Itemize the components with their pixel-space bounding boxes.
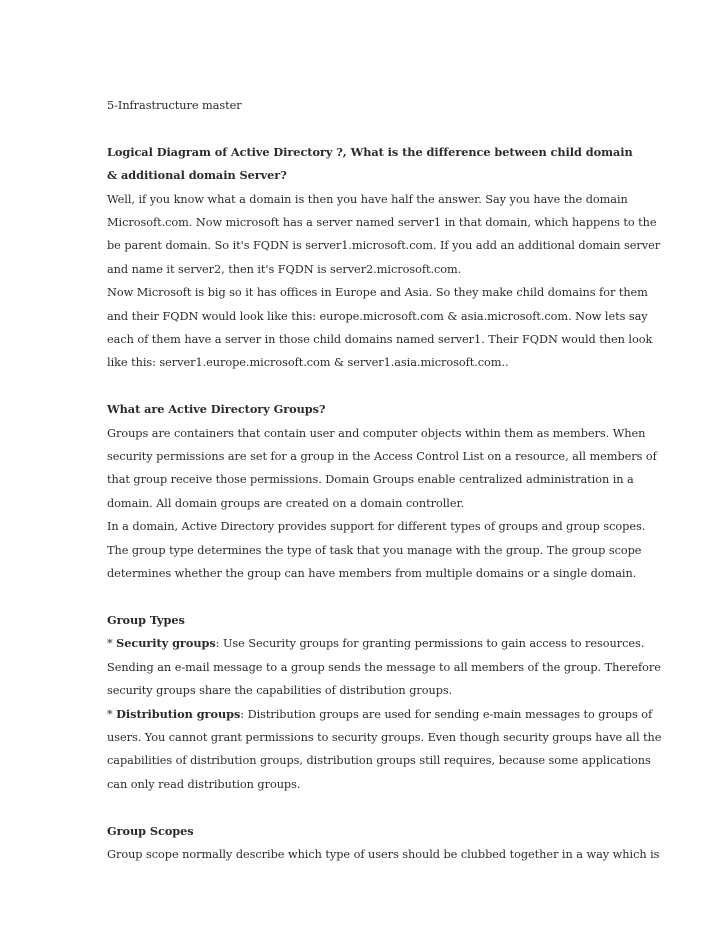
paragraph-line: Groups are containers that contain user and computer objects within them as members. When xyxy=(107,426,646,440)
paragraph-line: each of them have a server in those child domains named server1. Their FQDN would then look xyxy=(107,333,653,347)
paragraph-line: be parent domain. So it's FQDN is server1.microsoft.com. If you add an additional domain server xyxy=(107,239,661,253)
section-heading: Logical Diagram of Active Directory ?, What is the difference between child domain xyxy=(107,144,633,159)
spacer xyxy=(107,375,627,398)
paragraph-line: Now Microsoft is big so it has offices in Europe and Asia. So they make child domains for them xyxy=(107,286,648,300)
paragraph-line: determines whether the group can have members from multiple domains or a single domain. xyxy=(107,567,637,581)
paragraph-line: Sending an e-mail message to a group sends the message to all members of the group. Therefore xyxy=(107,660,661,674)
paragraph-line: like this: server1.europe.microsoft.com & server1.asia.microsoft.com.. xyxy=(107,356,509,370)
paragraph-text: : Use Security groups for granting permissions to gain access to resources. xyxy=(215,637,645,651)
document-page xyxy=(107,94,662,866)
paragraph-line: and their FQDN would look like this: europe.microsoft.com & asia.microsoft.com. Now lets say xyxy=(107,309,648,323)
intro-line: 5-Infrastructure master xyxy=(107,99,242,112)
paragraph-line: domain. All domain groups are created on a domain controller. xyxy=(107,496,465,510)
paragraph-line: that group receive those permissions. Domain Groups enable centralized administration in a xyxy=(107,473,634,487)
paragraph-line: capabilities of distribution groups, distribution groups still requires, because some applications xyxy=(107,754,651,768)
paragraph-line: Well, if you know what a domain is then you have half the answer. Say you have the domain xyxy=(107,192,628,206)
bullet-prefix: * xyxy=(107,707,117,721)
section-heading: Group Types xyxy=(107,612,185,627)
list-item-security-groups xyxy=(107,632,645,655)
paragraph-line: Microsoft.com. Now microsoft has a server named server1 in that domain, which happens to the xyxy=(107,216,657,230)
paragraph-line: security groups share the capabilities of distribution groups. xyxy=(107,684,453,698)
section-heading: & additional domain Server? xyxy=(107,168,287,183)
paragraph-line: can only read distribution groups. xyxy=(107,777,301,791)
section-heading: What are Active Directory Groups? xyxy=(107,402,326,417)
paragraph-line: Group scope normally describe which type of users should be clubbed together in a way which is xyxy=(107,847,660,861)
spacer xyxy=(107,586,627,609)
term-security-groups: Security groups xyxy=(116,636,216,651)
paragraph-line: and name it server2, then it's FQDN is server2.microsoft.com. xyxy=(107,262,462,276)
bullet-prefix: * xyxy=(107,637,117,651)
section-heading: Group Scopes xyxy=(107,823,194,838)
term-distribution-groups: Distribution groups xyxy=(116,706,241,721)
paragraph-line: security permissions are set for a group in the Access Control List on a resource, all members of xyxy=(107,450,657,464)
spacer xyxy=(107,117,627,140)
paragraph-line: In a domain, Active Directory provides support for different types of groups and group scopes. xyxy=(107,520,646,534)
spacer xyxy=(107,796,627,819)
paragraph-line: users. You cannot grant permissions to security groups. Even though security groups have all the xyxy=(107,730,662,744)
paragraph-line: The group type determines the type of task that you manage with the group. The group scope xyxy=(107,543,642,557)
list-item-distribution-groups xyxy=(107,703,653,726)
paragraph-text: : Distribution groups are used for sending e-main messages to groups of xyxy=(240,707,653,721)
